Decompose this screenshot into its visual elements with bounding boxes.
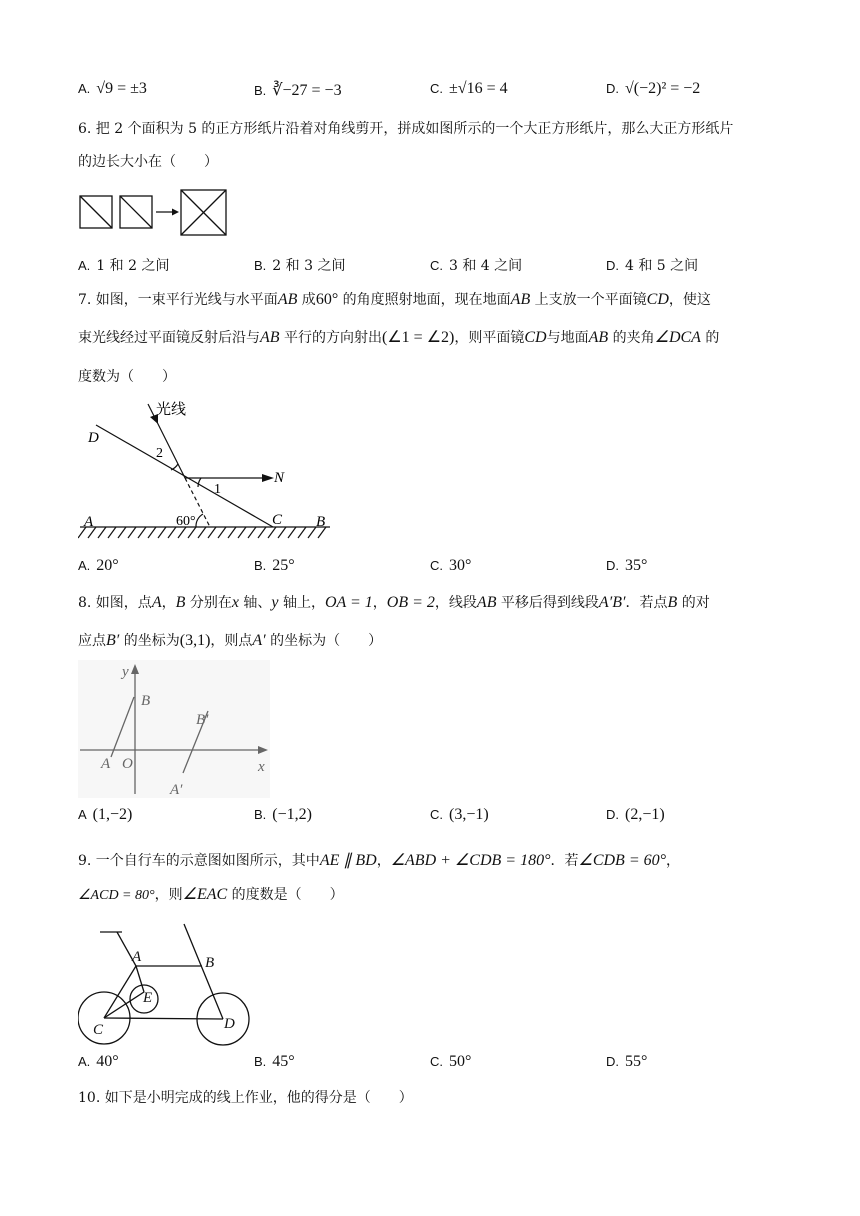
- q9-option-b: B. 45°: [254, 1053, 295, 1070]
- q8-option-c: C. (3,−1): [430, 806, 489, 823]
- angle-2-arc: [171, 464, 178, 470]
- q8-line1: 8. 如图，点A，B 分别在x 轴、y 轴上，OA = 1，OB = 2，线段AB 平移后得到线段A′B′．若点B 的对: [78, 594, 710, 611]
- q9-line1: 9. 一个自行车的示意图如图所示，其中AE ∥ BD，∠ABD + ∠CDB = 180°．若∠CDB = 60°，: [78, 852, 681, 869]
- label-d: D: [224, 1016, 235, 1032]
- q7-line2: 束光线经过平面镜反射后沿与AB 平行的方向射出(∠1 = ∠2)，则平面镜CD与地面AB 的夹角∠DCA 的: [78, 329, 720, 346]
- q9-option-d: D. 55°: [606, 1053, 648, 1070]
- label-b: B: [141, 693, 151, 709]
- q6-option-c: C. 3 和 4 之间: [430, 258, 523, 274]
- q9-figure: [78, 922, 254, 1046]
- label-b: B: [205, 955, 215, 971]
- q5-option-c: C. ±√16 = 4: [430, 80, 508, 97]
- q6-option-d: D. 4 和 5 之间: [606, 258, 699, 274]
- arrow-icon: [262, 474, 274, 482]
- q8-figure: [78, 660, 270, 798]
- q9-option-a: A. 40°: [78, 1053, 119, 1070]
- q9-option-c: C. 50°: [430, 1053, 472, 1070]
- ground-hatch: [78, 527, 326, 538]
- label-60: 60°: [176, 514, 196, 529]
- label-y: y: [122, 664, 129, 680]
- label-a: A: [101, 756, 111, 772]
- q7-option-d: D. 35°: [606, 557, 648, 574]
- q8-option-b: B. (−1,2): [254, 806, 312, 823]
- q8-option-d: D. (2,−1): [606, 806, 665, 823]
- q7-option-a: A. 20°: [78, 557, 119, 574]
- label-1: 1: [214, 482, 221, 497]
- label-b: B: [316, 514, 326, 530]
- label-e: E: [143, 990, 153, 1006]
- q6-figure: [78, 188, 230, 238]
- label-o: O: [122, 756, 133, 772]
- label-d: D: [88, 430, 99, 446]
- q7-figure: [78, 396, 334, 546]
- label-x: x: [258, 759, 265, 775]
- label-light: 光线: [156, 402, 187, 418]
- q8-option-a: A (1,−2): [78, 806, 133, 823]
- label-ap: A′: [170, 782, 183, 798]
- label-bp: B′: [196, 712, 209, 728]
- q6-option-a: A. 1 和 2 之间: [78, 258, 170, 274]
- label-a: A: [84, 514, 94, 530]
- label-c: C: [93, 1022, 104, 1038]
- label-a: A: [132, 949, 142, 965]
- q7-option-b: B. 25°: [254, 557, 295, 574]
- q5-option-b: B. ∛−27 = −3: [254, 82, 342, 99]
- q7-option-c: C. 30°: [430, 557, 472, 574]
- angle-60-arc: [196, 514, 203, 527]
- segment-cd: [104, 1018, 223, 1019]
- q8-line2: 应点B′ 的坐标为(3,1)，则点A′ 的坐标为（ ）: [78, 632, 383, 649]
- q9-line2: ∠ACD = 80°，则∠EAC 的度数是（ ）: [78, 886, 344, 903]
- q7-line3: 度数为（ ）: [78, 369, 176, 385]
- q6-line2: 的边长大小在（ ）: [78, 154, 218, 170]
- q6-line1: 6. 把 2 个面积为 5 的正方形纸片沿着对角线剪开，拼成如图所示的一个大正方形纸片，那么大正方形纸片: [78, 121, 734, 137]
- q6-option-b: B. 2 和 3 之间: [254, 258, 346, 274]
- label-n: N: [274, 470, 285, 486]
- label-c: C: [272, 512, 283, 528]
- q5-option-a: A. √9 = ±3: [78, 80, 147, 97]
- q7-line1: 7. 如图，一束平行光线与水平面AB 成60° 的角度照射地面，现在地面AB 上支放一个平面镜CD，使这: [78, 291, 711, 308]
- label-2: 2: [156, 446, 163, 461]
- q10-line1: 10. 如下是小明完成的线上作业，他的得分是（ ）: [78, 1090, 413, 1106]
- q5-option-d: D. √(−2)² = −2: [606, 80, 701, 97]
